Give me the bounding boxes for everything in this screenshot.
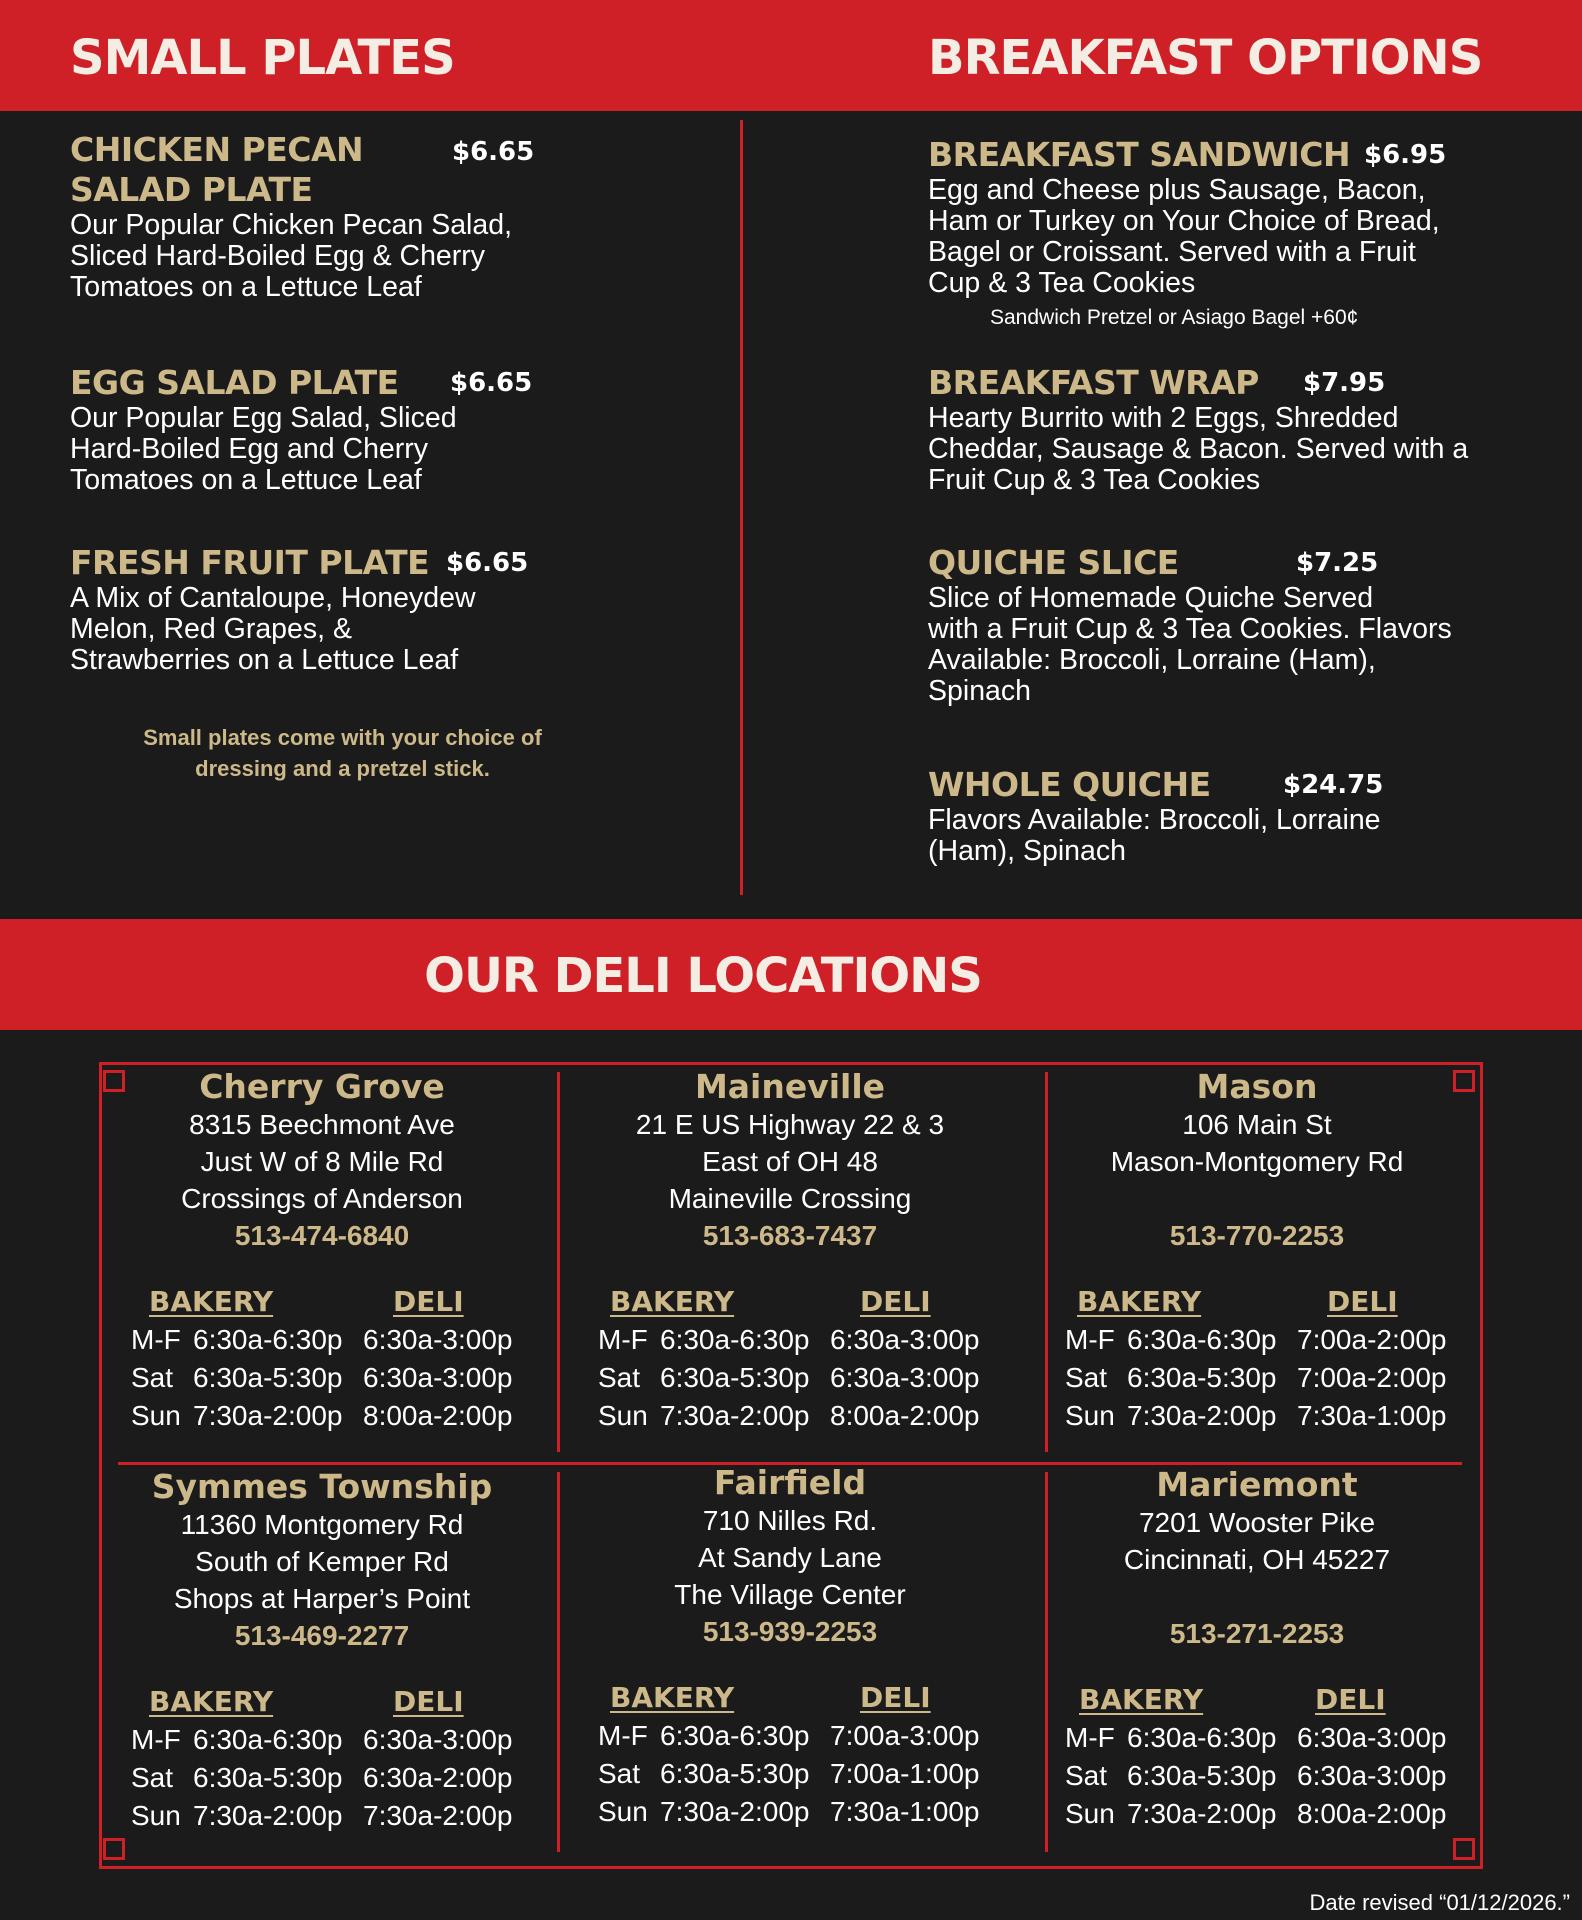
address-line: The Village Center — [674, 1579, 906, 1610]
hours-symmes-township — [131, 1683, 591, 1835]
hours-mariemont — [1065, 1681, 1525, 1833]
bakery-header: BAKERY — [610, 1285, 735, 1318]
address-line — [1022, 1180, 1492, 1217]
hours-row — [1065, 1757, 1525, 1795]
location-name: Symmes Township — [151, 1467, 493, 1506]
menu-item-quiche-slice — [928, 543, 1548, 707]
phone-number[interactable]: 513-770-2253 — [1169, 1220, 1345, 1251]
address-line: East of OH 48 — [702, 1146, 878, 1177]
bakery-hours: 6:30a-6:30p — [193, 1724, 343, 1755]
deli-header: DELI — [393, 1685, 464, 1718]
deli-hours: 6:30a-3:00p — [1297, 1722, 1447, 1753]
hours-row — [1065, 1359, 1525, 1397]
address-line: 8315 Beechmont Ave — [189, 1109, 455, 1140]
menu-item-breakfast-sandwich — [928, 135, 1548, 331]
bakery-hours: 6:30a-5:30p — [1127, 1362, 1277, 1393]
bakery-hours: 6:30a-6:30p — [1127, 1324, 1277, 1355]
bakery-hours: 6:30a-6:30p — [660, 1324, 810, 1355]
hours-row — [131, 1397, 591, 1435]
day-label: Sat — [1065, 1760, 1108, 1791]
item-name: BREAKFAST WRAP — [928, 363, 1259, 402]
address-line: 11360 Montgomery Rd — [180, 1509, 464, 1540]
item-addon-note: Sandwich Pretzel or Asiago Bagel +60¢ — [990, 306, 1359, 329]
deli-header: DELI — [1315, 1683, 1386, 1716]
item-description: Our Popular Egg Salad, Sliced Hard-Boiled Egg and Cherry Tomatoes on a Lettuce Leaf — [70, 402, 457, 496]
deli-header: DELI — [1327, 1285, 1398, 1318]
phone-number[interactable]: 513-469-2277 — [234, 1620, 410, 1651]
address-line: South of Kemper Rd — [195, 1546, 449, 1577]
deli-hours: 6:30a-3:00p — [363, 1724, 513, 1755]
location-name: Cherry Grove — [199, 1067, 445, 1106]
hours-row — [598, 1717, 1058, 1755]
day-label: Sat — [131, 1762, 174, 1793]
bakery-header: BAKERY — [1077, 1285, 1202, 1318]
location-name: Mariemont — [1156, 1465, 1358, 1504]
deli-hours: 7:00a-3:00p — [830, 1720, 980, 1751]
hours-row — [131, 1321, 591, 1359]
location-name: Fairfield — [713, 1463, 867, 1502]
hours-row — [131, 1797, 591, 1835]
menu-item-chicken-pecan — [70, 130, 670, 303]
day-label: Sun — [131, 1400, 181, 1431]
address-line — [1022, 1578, 1492, 1615]
deli-hours: 6:30a-3:00p — [830, 1362, 980, 1393]
location-name: Mason — [1196, 1067, 1318, 1106]
menu-column-divider — [740, 120, 743, 895]
locations-heading: OUR DELI LOCATIONS — [424, 948, 982, 1004]
item-description: Flavors Available: Broccoli, Lorraine (Ham), Spinach — [928, 804, 1381, 867]
bakery-hours: 6:30a-6:30p — [660, 1720, 810, 1751]
bakery-hours: 6:30a-6:30p — [193, 1324, 343, 1355]
day-label: Sat — [598, 1362, 641, 1393]
item-description: Egg and Cheese plus Sausage, Bacon, Ham or Turkey on Your Choice of Bread, Bagel or Croissant. Served with a Fruit Cup & 3 Tea Cookies — [928, 174, 1440, 299]
item-description: A Mix of Cantaloupe, Honeydew Melon, Red Grapes, & Strawberries on a Lettuce Leaf — [70, 582, 476, 676]
day-label: M-F — [598, 1720, 648, 1751]
address-line: At Sandy Lane — [698, 1542, 882, 1573]
hours-row — [598, 1397, 1058, 1435]
deli-hours: 6:30a-3:00p — [830, 1324, 980, 1355]
hours-row — [1065, 1321, 1525, 1359]
deli-hours: 6:30a-3:00p — [363, 1324, 513, 1355]
day-label: Sun — [131, 1800, 181, 1831]
deli-hours: 7:00a-2:00p — [1297, 1324, 1447, 1355]
hours-maineville — [598, 1283, 1058, 1435]
bakery-hours: 6:30a-5:30p — [660, 1758, 810, 1789]
address-line: 710 Nilles Rd. — [702, 1505, 878, 1536]
address-line: 7201 Wooster Pike — [1138, 1507, 1376, 1538]
day-label: Sat — [131, 1362, 174, 1393]
small-plates-heading: SMALL PLATES — [70, 30, 455, 86]
address-line: Crossings of Anderson — [181, 1183, 463, 1214]
day-label: Sat — [1065, 1362, 1108, 1393]
deli-hours: 8:00a-2:00p — [830, 1400, 980, 1431]
hours-row — [131, 1759, 591, 1797]
day-label: Sat — [598, 1758, 641, 1789]
hours-mason — [1065, 1283, 1525, 1435]
location-fairfield — [555, 1464, 1025, 1650]
address-line: 106 Main St — [1182, 1109, 1332, 1140]
location-name: Maineville — [694, 1067, 886, 1106]
location-cherry-grove — [87, 1068, 557, 1254]
day-label: Sun — [1065, 1798, 1115, 1829]
item-description: Our Popular Chicken Pecan Salad, Sliced Hard-Boiled Egg & Cherry Tomatoes on a Lettuce Leaf — [70, 209, 513, 303]
bakery-hours: 6:30a-6:30p — [1127, 1722, 1277, 1753]
phone-number[interactable]: 513-683-7437 — [702, 1220, 878, 1251]
location-mason — [1022, 1068, 1492, 1254]
address-line: Maineville Crossing — [668, 1183, 912, 1214]
bakery-header: BAKERY — [610, 1681, 735, 1714]
hours-row — [598, 1359, 1058, 1397]
phone-number[interactable]: 513-939-2253 — [702, 1616, 878, 1647]
day-label: M-F — [598, 1324, 648, 1355]
location-symmes-township — [87, 1468, 557, 1654]
item-price: $7.25 — [1296, 548, 1379, 578]
day-label: Sun — [1065, 1400, 1115, 1431]
deli-hours: 7:30a-2:00p — [363, 1800, 513, 1831]
hours-row — [131, 1721, 591, 1759]
item-name: CHICKEN PECAN SALAD PLATE — [70, 130, 364, 209]
bakery-hours: 6:30a-5:30p — [660, 1362, 810, 1393]
deli-hours: 8:00a-2:00p — [1297, 1798, 1447, 1829]
hours-row — [131, 1359, 591, 1397]
hours-row — [1065, 1795, 1525, 1833]
deli-hours: 6:30a-3:00p — [1297, 1760, 1447, 1791]
item-price: $6.65 — [450, 368, 533, 398]
address-line: 21 E US Highway 22 & 3 — [635, 1109, 945, 1140]
date-revised: Date revised “01/12/2026.” — [1309, 1890, 1570, 1915]
hours-row — [1065, 1397, 1525, 1435]
item-name: FRESH FRUIT PLATE — [70, 543, 430, 582]
address-line: Mason-Montgomery Rd — [1110, 1146, 1404, 1177]
hours-row — [598, 1321, 1058, 1359]
menu-item-egg-salad — [70, 363, 670, 496]
hours-fairfield — [598, 1679, 1058, 1831]
bakery-header: BAKERY — [149, 1285, 274, 1318]
deli-header: DELI — [860, 1285, 931, 1318]
item-price: $24.75 — [1283, 770, 1384, 800]
item-name: QUICHE SLICE — [928, 543, 1179, 582]
address-line: Cincinnati, OH 45227 — [1123, 1544, 1391, 1575]
frame-corner-ornament — [103, 1838, 125, 1860]
bakery-hours: 6:30a-5:30p — [1127, 1760, 1277, 1791]
bakery-hours: 6:30a-5:30p — [193, 1362, 343, 1393]
hours-row — [598, 1755, 1058, 1793]
breakfast-options-heading: BREAKFAST OPTIONS — [928, 30, 1483, 86]
item-description: Hearty Burrito with 2 Eggs, Shredded Cheddar, Sausage & Bacon. Served with a Fruit Cup & 3 Tea Cookies — [928, 402, 1469, 496]
address-line: Shops at Harper’s Point — [173, 1583, 471, 1614]
deli-hours: 6:30a-2:00p — [363, 1762, 513, 1793]
item-price: $6.65 — [452, 137, 535, 167]
day-label: M-F — [1065, 1324, 1115, 1355]
bakery-header: BAKERY — [149, 1685, 274, 1718]
item-name: EGG SALAD PLATE — [70, 363, 399, 402]
address-line: Just W of 8 Mile Rd — [200, 1146, 444, 1177]
hours-row — [1065, 1719, 1525, 1757]
location-mariemont — [1022, 1466, 1492, 1652]
deli-hours: 6:30a-3:00p — [363, 1362, 513, 1393]
item-price: $6.65 — [446, 548, 529, 578]
bakery-hours: 6:30a-5:30p — [193, 1762, 343, 1793]
item-price: $6.95 — [1364, 140, 1447, 170]
frame-corner-ornament — [1453, 1838, 1475, 1860]
item-description: Slice of Homemade Quiche Served with a Fruit Cup & 3 Tea Cookies. Flavors Available: Broccoli, Lorraine (Ham), Spinach — [928, 582, 1452, 707]
deli-hours: 7:00a-2:00p — [1297, 1362, 1447, 1393]
bakery-hours: 7:30a-2:00p — [193, 1400, 343, 1431]
day-label: M-F — [131, 1724, 181, 1755]
bakery-hours: 7:30a-2:00p — [660, 1796, 810, 1827]
phone-number[interactable]: 513-271-2253 — [1169, 1618, 1345, 1649]
bakery-hours: 7:30a-2:00p — [1127, 1798, 1277, 1829]
day-label: M-F — [131, 1324, 181, 1355]
menu-item-fresh-fruit — [70, 543, 670, 676]
phone-number[interactable]: 513-474-6840 — [234, 1220, 410, 1251]
bakery-hours: 7:30a-2:00p — [1127, 1400, 1277, 1431]
bakery-hours: 7:30a-2:00p — [660, 1400, 810, 1431]
deli-hours: 7:30a-1:00p — [1297, 1400, 1447, 1431]
menu-item-whole-quiche — [928, 765, 1548, 867]
hours-cherry-grove — [131, 1283, 591, 1435]
deli-hours: 7:00a-1:00p — [830, 1758, 980, 1789]
location-maineville — [555, 1068, 1025, 1254]
item-name: WHOLE QUICHE — [928, 765, 1211, 804]
day-label: Sun — [598, 1796, 648, 1827]
bakery-hours: 7:30a-2:00p — [193, 1800, 343, 1831]
day-label: Sun — [598, 1400, 648, 1431]
day-label: M-F — [1065, 1722, 1115, 1753]
menu-item-breakfast-wrap — [928, 363, 1548, 496]
deli-header: DELI — [860, 1681, 931, 1714]
deli-hours: 7:30a-1:00p — [830, 1796, 980, 1827]
item-price: $7.95 — [1303, 368, 1386, 398]
small-plates-note: Small plates come with your choice of dressing and a pretzel stick. — [143, 725, 542, 781]
deli-hours: 8:00a-2:00p — [363, 1400, 513, 1431]
hours-row — [598, 1793, 1058, 1831]
item-name: BREAKFAST SANDWICH — [928, 135, 1351, 174]
deli-header: DELI — [393, 1285, 464, 1318]
bakery-header: BAKERY — [1079, 1683, 1204, 1716]
